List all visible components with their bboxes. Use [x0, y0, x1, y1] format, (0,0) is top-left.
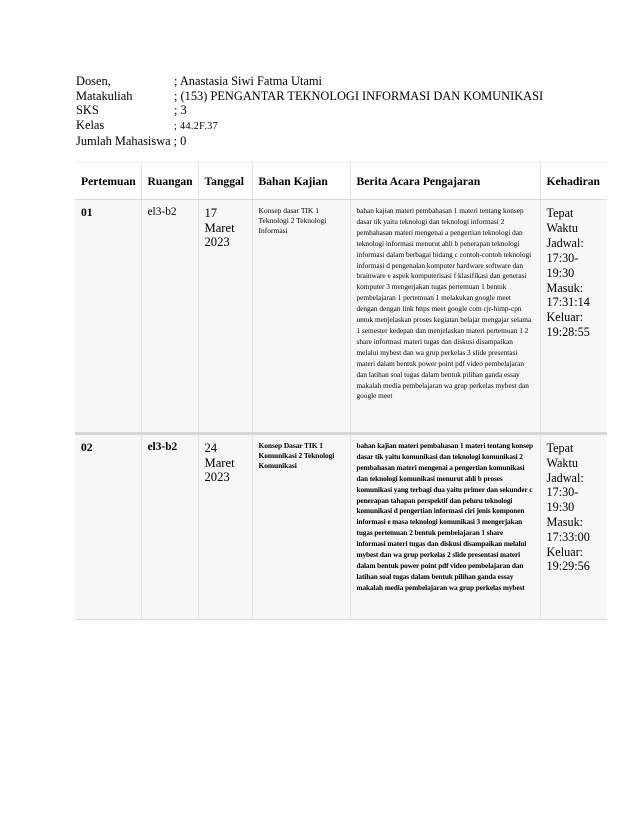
jumlah-value: ; 0 [173, 134, 187, 149]
berita-acara-cell: bahan kajian materi pembahasan 1 materi tentang konsep dasar tik yaitu komunikasi dan teknologi komunikasi 2 pembahasan materi mengenai a pengertian komunikasi dan teknologi komunikasi menurut ahli b proses komunikasi yang terbagi dua yaitu primer dan sekunder c penerapan tahapan perspektif dan peluru teknologi komunikasi d pengertian informasi ciri jenis komponen informasi e masa teknologi komunikasi 3 mengerjakan tugas pertemuan 2 bentuk pembelajaran 1 share informasi materi tugas dan diskusi disampaikan melalui mybest dan wa grup perkelas 2 slide presentasi materi dalam bentuk power point pdf video pembelajaran dan latihan soal tugas dalam bentuk pilihan ganda essay makalah media pembelajaran wa grup perkelas mybest [350, 434, 540, 620]
pertemuan-cell: 02 [75, 434, 141, 620]
info-row-dosen [76, 74, 543, 89]
info-row-jumlah [76, 134, 543, 149]
jumlah-label: Jumlah Mahasiswa [76, 134, 171, 149]
ruangan-cell: el3-b2 [141, 434, 198, 620]
header-bahan-kajian: Bahan Kajian [252, 163, 350, 200]
sks-label: SKS [76, 103, 99, 118]
kelas-label: Kelas [76, 117, 105, 132]
info-row-matakuliah [76, 89, 543, 104]
table-header-row [75, 163, 607, 200]
header-pertemuan: Pertemuan [75, 163, 141, 200]
tanggal-cell: 24 Maret 2023 [198, 434, 252, 620]
kehadiran-cell: Tepat Waktu Jadwal: 17:30- 19:30 Masuk: 17:31:14 Keluar: 19:28:55 [540, 200, 607, 434]
table-row [75, 200, 607, 434]
dosen-value: ; Anastasia Siwi Fatma Utami [174, 74, 322, 88]
course-info [76, 74, 543, 149]
header-kehadiran: Kehadiran [540, 163, 607, 200]
info-row-sks [76, 103, 543, 118]
pertemuan-cell: 01 [75, 200, 141, 434]
dosen-label: Dosen, [76, 74, 111, 88]
teaching-log-table [75, 162, 607, 620]
berita-acara-cell: bahan kajian materi pembahasan 1 materi tentang konsep dasar tik yaitu teknologi dan teknologi informasi 2 pembahasan materi mengenai a pengertian teknologi dan teknologi informasi menurut ahli b penerapan teknologi informasi dalam berbagai bidang c contoh-contoh teknologi informasi d pengenalan komputer hardware software dan brainware e aspek komputerisasi f klasifikasi dan generasi komputer 3 mengerjakan tugas pertemuan 1 bentuk pembelajaran 1 pertemuan 1 melakukan google meet dengan dengan link https meet google com cjr-himp-cpn untuk menjelaskan proses kegiatan belajar mengajar selama 1 semester kedepan dan menjelaskan materi pertemuan 1 2 share informasi materi tugas dan diskusi disampaikan melalui mybest dan wa grup perkelas 3 slide presentasi materi dalam bentuk power point pdf video pembelajaran dan latihan soal tugas dalam bentuk pilihan ganda essay makalah media pembelajaran wa grup perkelas mybest dan google meet [350, 200, 540, 434]
bahan-kajian-cell: Konsep Dasar TIK 1 Komunikasi 2 Teknologi Komunikasi [252, 434, 350, 620]
info-row-kelas [76, 118, 543, 135]
matakuliah-value: ; (153) PENGANTAR TEKNOLOGI INFORMASI DAN KOMUNIKASI [174, 88, 544, 103]
ruangan-cell: el3-b2 [141, 200, 198, 434]
sks-value: ; 3 [174, 103, 187, 118]
header-tanggal: Tanggal [198, 163, 252, 200]
kelas-value: ; 44.2F.37 [174, 120, 219, 132]
tanggal-cell: 17 Maret 2023 [198, 200, 252, 434]
header-berita-acara: Berita Acara Pengajaran [350, 163, 540, 200]
matakuliah-label: Matakuliah [76, 88, 133, 103]
header-ruangan: Ruangan [141, 163, 198, 200]
table-row [75, 434, 607, 620]
bahan-kajian-cell: Konsep dasar TIK 1 Teknologi 2 Teknologi Informasi [252, 200, 350, 434]
kehadiran-cell: Tepat Waktu Jadwal: 17:30- 19:30 Masuk: 17:33:00 Keluar: 19:29:56 [540, 434, 607, 620]
